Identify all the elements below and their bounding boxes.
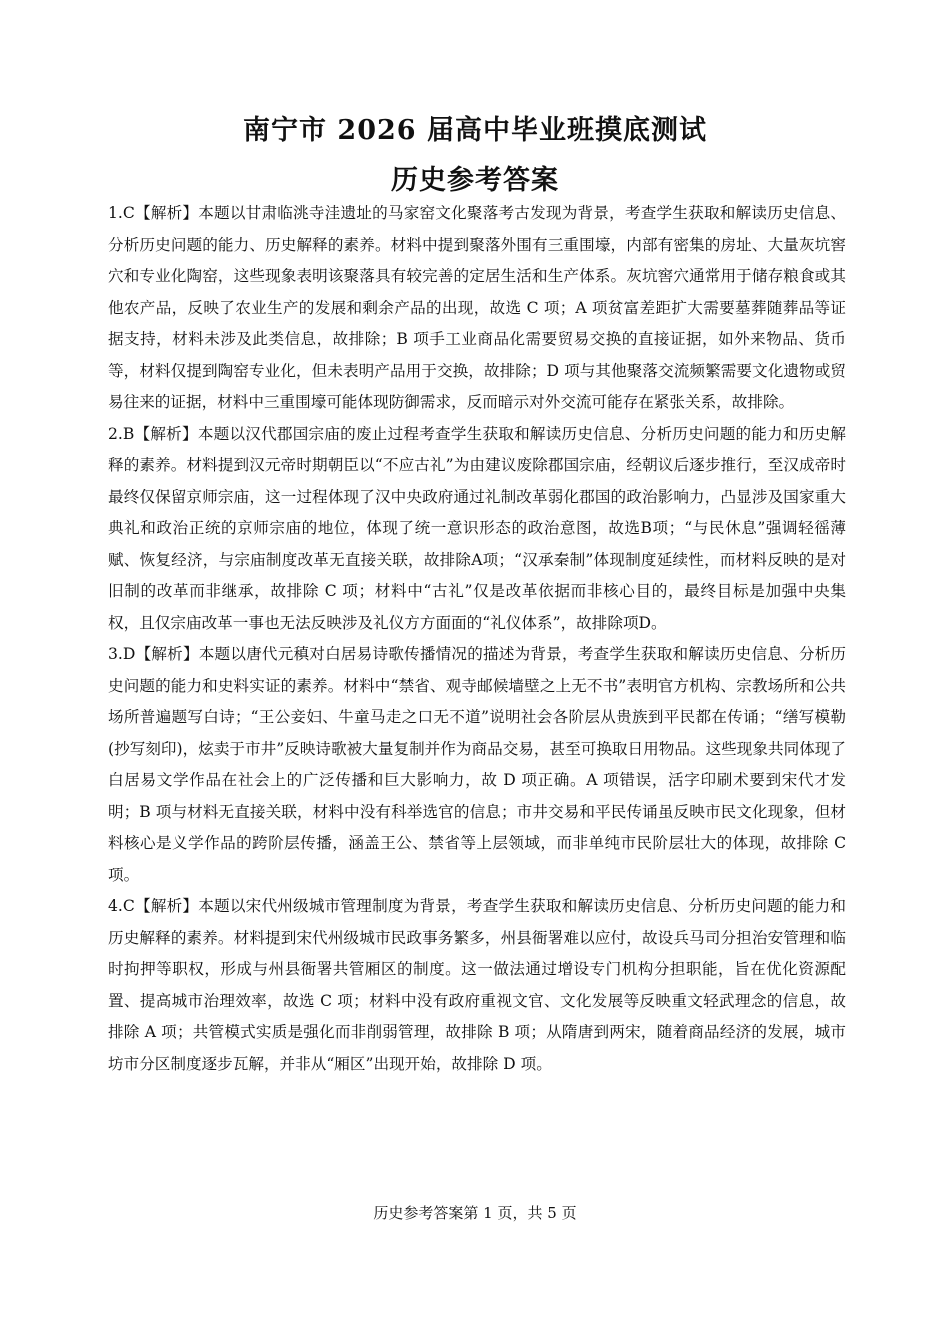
- answer-1: 1.C【解析】本题以甘肃临洮寺洼遗址的马家窑文化聚落考古发现为背景，考查学生获取和解读历史信息、分析历史问题的能力、历史解释的素养。材料中提到聚落外围有三重围壕，内部有密集的房址、大量灰坑窖穴和专业化陶窑，这些现象表明该聚落具有较完善的定居生活和生产体系。灰坑窖穴通常用于储存粮食或其他农产品，反映了农业生产的发展和剩余产品的出现，故选 C 项；A 项贫富差距扩大需要墓葬随葬品等证据支持，材料未涉及此类信息，故排除；B 项手工业商品化需要贸易交换的直接证据，如外来物品、货币等，材料仅提到陶窑专业化，但未表明产品用于交换，故排除；D 项与其他聚落交流频繁需要文化遗物或贸易往来的证据，材料中三重围壕可能体现防御需求，反而暗示对外交流可能存在紧张关系，故排除。: [108, 204, 846, 411]
- page-footer: 历史参考答案第 1 页，共 5 页: [373, 1204, 577, 1222]
- answer-3: 3.D【解析】本题以唐代元稹对白居易诗歌传播情况的描述为背景，考查学生获取和解读历史信息、分析历史问题的能力和史料实证的素养。材料中“禁省、观寺邮候墙壁之上无不书”表明官方机构、宗教场所和公共场所普遍题写白诗；“王公妾妇、牛童马走之口无不道”说明社会各阶层从贵族到平民都在传诵；“缮写模勒(抄写刻印)，炫卖于市井”反映诗歌被大量复制并作为商品交易，甚至可换取日用物品。这些现象共同体现了白居易文学作品在社会上的广泛传播和巨大影响力，故 D 项正确。A 项错误，活字印刷术要到宋代才发明；B 项与材料无直接关联，材料中没有科举选官的信息；市井交易和平民传诵虽反映市民文化现象，但材料核心是义学作品的跨阶层传播，涵盖王公、禁省等上层领域，而非单纯市民阶层壮大的体现，故排除 C 项。: [108, 645, 846, 884]
- answer-body: [108, 198, 846, 1080]
- answer-2: 2.B【解析】本题以汉代郡国宗庙的废止过程考查学生获取和解读历史信息、分析历史问题的能力和历史解释的素养。材料提到汉元帝时期朝臣以“不应古礼”为由建议废除郡国宗庙，经朝议后逐步推行，至汉成帝时最终仅保留京师宗庙，这一过程体现了汉中央政府通过礼制改革弱化郡国的政治影响力，凸显涉及国家重大典礼和政治正统的京师宗庙的地位，体现了统一意识形态的政治意图，故选B项；“与民休息”强调轻徭薄赋、恢复经济，与宗庙制度改革无直接关联，故排除A项；“汉承秦制”体现制度延续性，而材料反映的是对旧制的改革而非继承，故排除 C 项；材料中“古礼”仅是改革依据而非核心目的，最终目标是加强中央集权，且仅宗庙改革一事也无法反映涉及礼仪方方面面的“礼仪体系”，故排除项D。: [108, 424, 846, 632]
- document-title: 南宁市 2026 届高中毕业班摸底测试: [243, 115, 707, 146]
- answer-4: 4.C【解析】本题以宋代州级城市管理制度为背景，考查学生获取和解读历史信息、分析历史问题的能力和历史解释的素养。材料提到宋代州级城市民政事务繁多，州县衙署难以应付，故设兵马司分担治安管理和临时拘押等职权，形成与州县衙署共管厢区的制度。这一做法通过增设专门机构分担职能，旨在优化资源配置、提高城市治理效率，故选 C 项；材料中没有政府重视文官、文化发展等反映重文轻武理念的信息，故排除 A 项；共管模式实质是强化而非削弱管理，故排除 B 项；从隋唐到两宋，随着商品经济的发展，城市坊市分区制度逐步瓦解，并非从“厢区”出现开始，故排除 D 项。: [108, 897, 846, 1073]
- document-subtitle: 历史参考答案: [391, 165, 559, 196]
